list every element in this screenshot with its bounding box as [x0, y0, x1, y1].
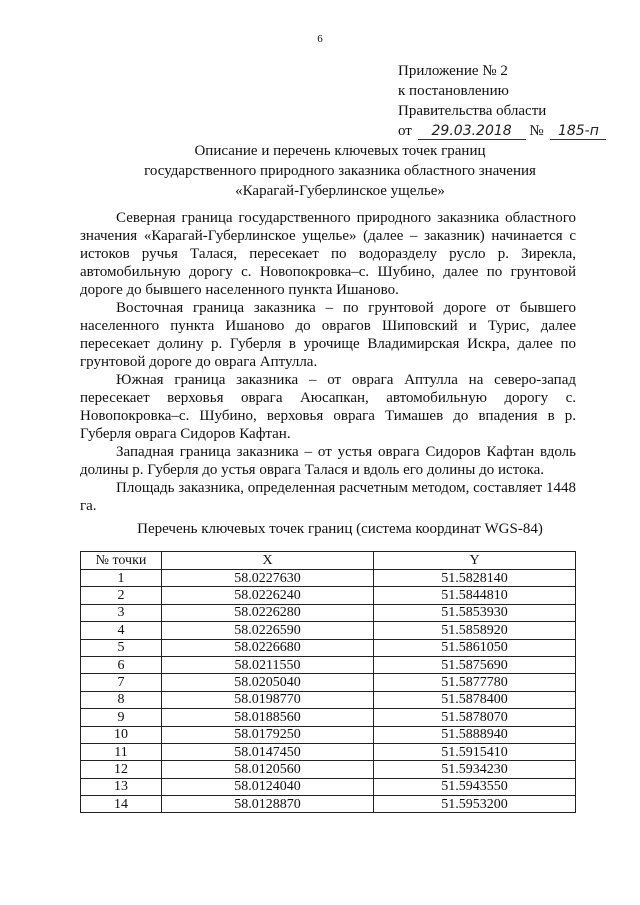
table-row [81, 570, 576, 587]
table-row [81, 604, 576, 621]
coord-x: 58.0179250 [162, 726, 374, 743]
handwritten-date: 29.03.2018 [418, 123, 526, 140]
coord-x: 58.0226280 [162, 604, 374, 621]
coord-y: 51.5828140 [374, 570, 576, 587]
header-point-number: № точки [81, 552, 162, 570]
point-number: 9 [81, 709, 162, 726]
coord-y: 51.5888940 [374, 726, 576, 743]
point-number: 1 [81, 570, 162, 587]
coord-y: 51.5943550 [374, 778, 576, 795]
coord-x: 58.0226590 [162, 622, 374, 639]
table-row [81, 656, 576, 673]
coord-y: 51.5844810 [374, 587, 576, 604]
table-row [81, 587, 576, 604]
coord-y: 51.5858920 [374, 622, 576, 639]
table-row [81, 743, 576, 760]
table-row [81, 778, 576, 795]
table-row [81, 726, 576, 743]
coord-x: 58.0147450 [162, 743, 374, 760]
paragraph-west-border: Западная граница заказника – от устья оврага Сидоров Кафтан вдоль долины р. Губерля до устья оврага Талася и вдоль его долины до истока. [80, 444, 576, 478]
table-row [81, 674, 576, 691]
page-number: 6 [317, 33, 323, 45]
table-row [81, 709, 576, 726]
point-number: 14 [81, 796, 162, 813]
body-text [80, 209, 576, 515]
point-number: 11 [81, 743, 162, 760]
point-number: 5 [81, 639, 162, 656]
point-number: 6 [81, 656, 162, 673]
title-line-2: государственного природного заказника областного значения [144, 163, 536, 179]
coord-y: 51.5915410 [374, 743, 576, 760]
table-row [81, 796, 576, 813]
coord-x: 58.0227630 [162, 570, 374, 587]
table-caption: Перечень ключевых точек границ (система координат WGS-84) [137, 521, 543, 537]
header-x: X [162, 552, 374, 570]
point-number: 12 [81, 761, 162, 778]
table-row [81, 761, 576, 778]
point-number: 8 [81, 691, 162, 708]
coord-x: 58.0205040 [162, 674, 374, 691]
key-points-table [80, 551, 576, 813]
appendix-date-line [398, 121, 606, 141]
paragraph-east-border: Восточная граница заказника – по грунтовой дороге от бывшего населенного пункта Ишаново до оврагов Шиповский и Турис, далее пересекает долину р. Губерля в урочище Владимирская Искра, далее по грунтовой дороге до оврага Аптулла. [80, 300, 576, 370]
appendix-block [398, 61, 606, 141]
appendix-government-label: Правительства области [398, 103, 547, 119]
table-row [81, 639, 576, 656]
coord-x: 58.0128870 [162, 796, 374, 813]
date-prefix: от [398, 123, 412, 139]
coord-x: 58.0120560 [162, 761, 374, 778]
title-line-1: Описание и перечень ключевых точек границ [194, 143, 486, 159]
coord-x: 58.0226680 [162, 639, 374, 656]
point-number: 13 [81, 778, 162, 795]
handwritten-number: 185-п [550, 123, 606, 140]
number-prefix: № [529, 123, 544, 139]
coord-x: 58.0188560 [162, 709, 374, 726]
appendix-title: Приложение № 2 [398, 63, 508, 79]
table-row [81, 691, 576, 708]
document-title [80, 141, 600, 201]
coord-y: 51.5877780 [374, 674, 576, 691]
point-number: 7 [81, 674, 162, 691]
coord-y: 51.5878400 [374, 691, 576, 708]
title-line-3: «Карагай-Губерлинское ущелье» [235, 183, 445, 199]
point-number: 10 [81, 726, 162, 743]
header-y: Y [374, 552, 576, 570]
coord-x: 58.0211550 [162, 656, 374, 673]
coord-y: 51.5853930 [374, 604, 576, 621]
coord-y: 51.5953200 [374, 796, 576, 813]
coord-x: 58.0226240 [162, 587, 374, 604]
table-row [81, 622, 576, 639]
coord-y: 51.5934230 [374, 761, 576, 778]
point-number: 4 [81, 622, 162, 639]
paragraph-north-border: Северная граница государственного природного заказника областного значения «Карагай-Губерлинское ущелье» (далее – заказник) начинается с истоков ручья Талася, пересекает по водоразделу русло р. Зирекла, автомобильную дорогу с. Новопокровка–с. Шубино, далее по грунтовой дороге до бывшего населенного пункта Ишаново. [80, 210, 576, 298]
point-number: 3 [81, 604, 162, 621]
coord-y: 51.5878070 [374, 709, 576, 726]
table-header-row [81, 552, 576, 570]
point-number: 2 [81, 587, 162, 604]
coord-x: 58.0124040 [162, 778, 374, 795]
paragraph-area: Площадь заказника, определенная расчетным методом, составляет 1448 га. [80, 480, 576, 514]
coord-y: 51.5875690 [374, 656, 576, 673]
paragraph-south-border: Южная граница заказника – от оврага Аптулла на северо-запад пересекает верховья оврага Аюсапкан, автомобильную дорогу с. Новопокровка–с. Шубино, верховья оврага Тимашев до впадения в р. Губерля оврага Сидоров Кафтан. [80, 372, 576, 442]
appendix-resolution-label: к постановлению [398, 83, 509, 99]
coord-y: 51.5861050 [374, 639, 576, 656]
coord-x: 58.0198770 [162, 691, 374, 708]
